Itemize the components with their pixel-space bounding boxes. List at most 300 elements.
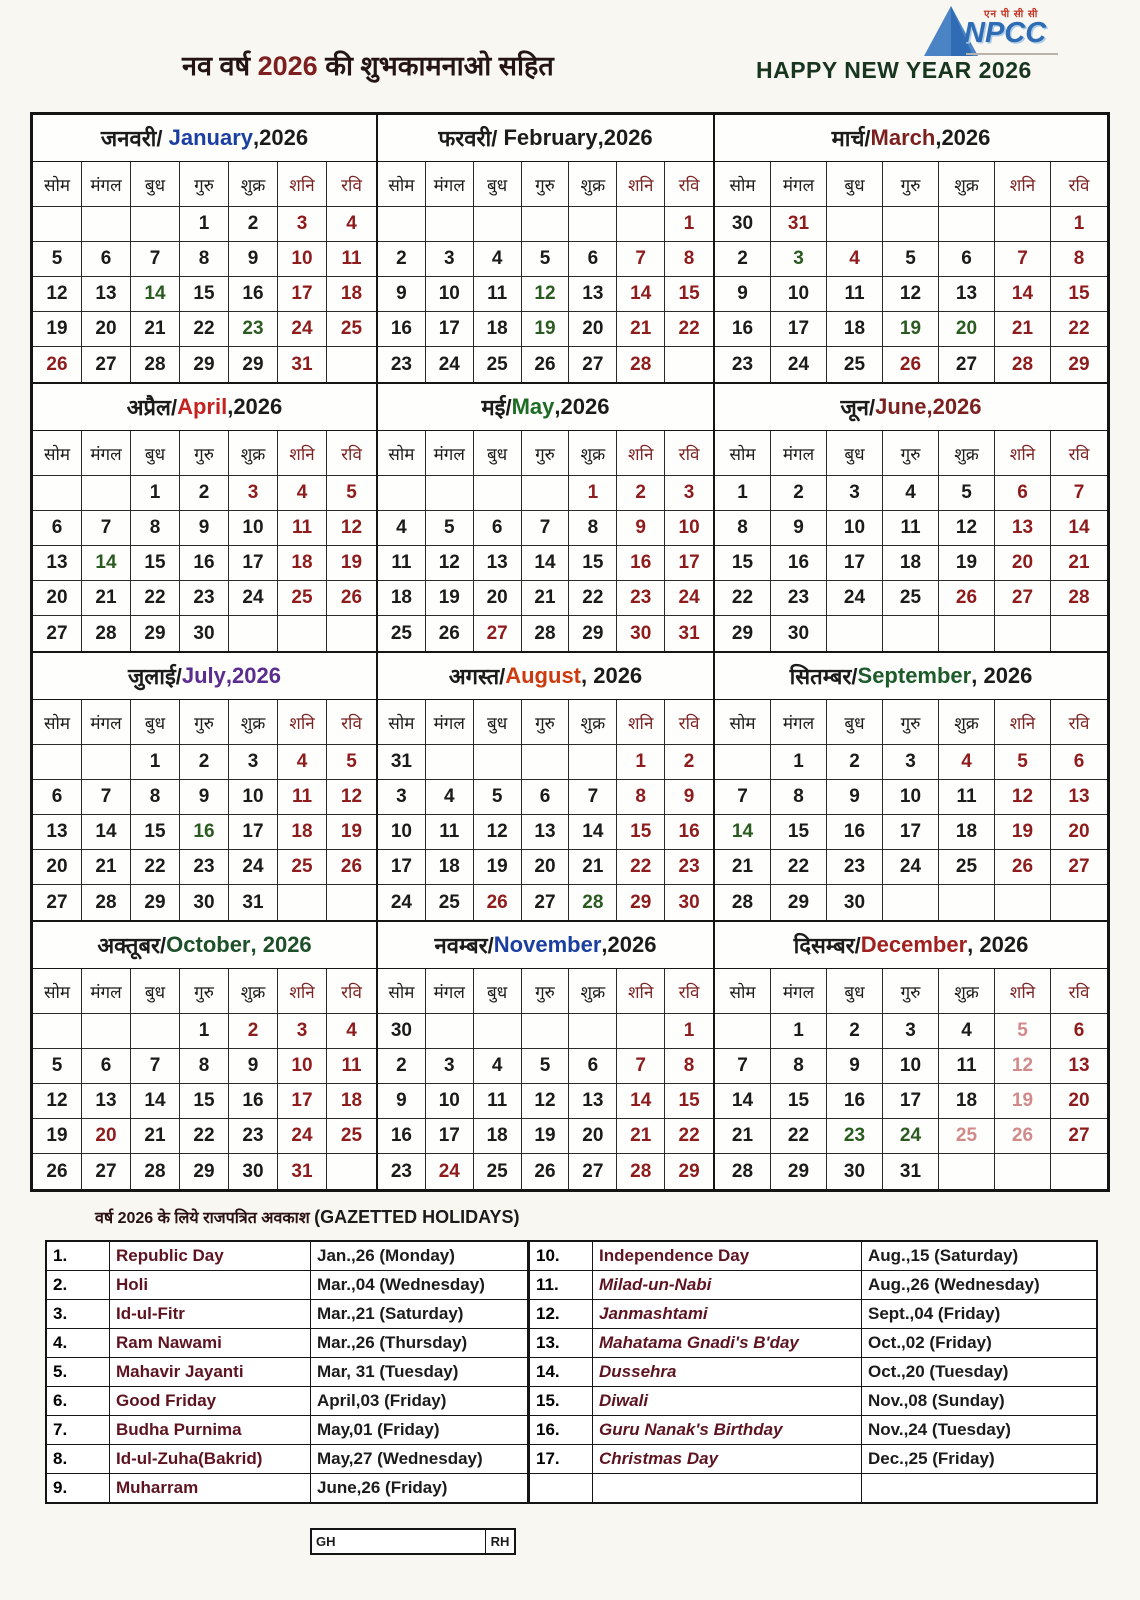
day-cell: 9 [827,1049,883,1084]
day-cell [82,476,131,511]
holiday-date: Mar.,26 (Thursday) [311,1329,529,1358]
day-cell: 3 [426,242,474,277]
day-name-header: गुरु [883,162,939,207]
day-cell [617,207,665,242]
day-cell: 19 [426,581,474,616]
holidays-title-hindi: वर्ष 2026 के लिये राजपत्रित अवकाश [95,1210,315,1227]
logo-tagline-line [966,53,1058,55]
holiday-number: 7. [46,1416,110,1445]
day-cell: 3 [883,745,939,780]
day-cell: 24 [426,347,474,382]
day-name-header: शनि [617,700,665,745]
day-cell: 17 [665,546,713,581]
day-name-header: शुक्र [939,162,995,207]
holiday-number: 3. [46,1300,110,1329]
day-cell: 24 [378,885,426,920]
day-name-header: बुध [131,431,180,476]
day-name-header: गुरु [180,431,229,476]
day-cell: 23 [715,347,771,382]
day-cell: 16 [180,546,229,581]
month-title-en: March [870,125,936,150]
day-cell: 23 [180,581,229,616]
day-name-header: शनि [995,700,1051,745]
month-title-hi: जनवरी/ [100,126,169,151]
day-cell: 12 [327,511,376,546]
holiday-name: Guru Nanak's Birthday [593,1416,862,1445]
day-name-header: मंगल [771,700,827,745]
day-cell: 24 [278,1119,327,1154]
day-cell: 28 [617,347,665,382]
day-cell: 27 [939,347,995,382]
day-cell: 27 [569,1154,617,1189]
day-cell [827,207,883,242]
month-title-suf: , 2026 [967,932,1029,957]
month-title-suf: ,2026 [253,125,309,150]
day-cell: 30 [827,885,883,920]
day-cell: 22 [1051,312,1107,347]
day-cell: 1 [131,745,180,780]
holiday-date: Oct.,02 (Friday) [862,1329,1098,1358]
holiday-number: 6. [46,1387,110,1416]
month-title-hi: दिसम्बर/ [793,933,861,958]
day-name-header: बुध [131,162,180,207]
day-cell: 21 [522,581,570,616]
day-cell: 31 [678,622,700,644]
day-cell: 18 [474,1119,522,1154]
day-cell: 12 [883,277,939,312]
day-cell: 10 [771,277,827,312]
day-cell [569,1014,617,1049]
month-title-en: May [511,394,555,419]
day-cell [426,207,474,242]
day-cell: 6 [1051,1014,1107,1049]
day-cell: 18 [474,312,522,347]
day-cell: 15 [771,815,827,850]
holiday-name: Id-ul-Fitr [110,1300,311,1329]
day-cell: 7 [131,1049,180,1084]
day-cell: 30 [229,1154,278,1189]
holidays-section-title [95,1206,520,1228]
day-cell: 27 [1051,850,1107,885]
day-cell: 2 [180,745,229,780]
day-cell: 11 [474,277,522,312]
month-title [715,922,1107,969]
day-cell: 16 [715,312,771,347]
day-cell: 16 [617,546,665,581]
calendar-grid [30,112,1110,1192]
month-august [377,652,714,921]
day-cell: 29 [771,885,827,920]
day-cell: 10 [426,277,474,312]
month-title-en: October [166,932,251,957]
day-cell: 28 [82,885,131,920]
day-cell: 30 [378,1014,426,1049]
day-cell: 18 [278,546,327,581]
day-cell: 27 [33,616,82,651]
day-cell: 4 [827,242,883,277]
holiday-date: Dec.,25 (Friday) [862,1445,1098,1474]
day-cell: 30 [180,885,229,920]
holidays-table [45,1240,1098,1504]
day-cell: 28 [617,1154,665,1189]
day-cell: 14 [569,815,617,850]
day-cell: 5 [327,745,376,780]
day-cell: 21 [715,1119,771,1154]
month-title-hi: नवम्बर/ [434,933,494,958]
day-cell [327,885,376,920]
day-name-header: सोम [715,431,771,476]
day-cell [939,1154,995,1189]
day-cell: 2 [229,207,278,242]
holiday-name [593,1474,862,1504]
day-name-header: शुक्र [939,700,995,745]
day-cell [378,207,426,242]
day-cell: 12 [995,1049,1051,1084]
day-name-header: सोम [715,700,771,745]
day-cell: 12 [995,780,1051,815]
day-name-header: शनि [617,431,665,476]
day-cell: 14 [82,546,131,581]
day-cell: 13 [33,815,82,850]
day-cell [883,207,939,242]
day-name-header: गुरु [883,969,939,1014]
day-name-header: रवि [327,969,376,1014]
day-cell: 28 [131,1154,180,1189]
day-cell [131,207,180,242]
month-title-en: August [505,663,581,688]
day-cell: 28 [715,1154,771,1189]
day-cell [474,207,522,242]
month-title-hi: फरवरी/ [438,126,504,151]
day-cell: 23 [378,347,426,382]
day-cell: 23 [827,850,883,885]
month-title [715,653,1107,700]
day-cell: 29 [715,616,771,651]
day-name-header: रवि [327,700,376,745]
day-name-header: रवि [1051,969,1107,1014]
day-cell: 30 [715,207,771,242]
day-cell: 1 [771,745,827,780]
day-cell: 27 [474,616,522,651]
day-name-header: बुध [474,431,522,476]
happy-new-year-title: HAPPY NEW YEAR 2026 [756,57,1032,83]
month-title-suf: , 2026 [971,663,1033,688]
day-cell: 5 [939,476,995,511]
day-cell: 20 [82,312,131,347]
day-cell: 7 [522,511,570,546]
day-cell: 21 [995,312,1051,347]
day-cell: 2 [827,1014,883,1049]
day-cell: 5 [33,242,82,277]
holiday-number: 16. [529,1416,593,1445]
day-cell: 1 [180,207,229,242]
day-cell: 3 [665,476,713,511]
day-cell: 6 [33,780,82,815]
day-cell: 9 [827,780,883,815]
day-cell: 9 [771,511,827,546]
day-cell: 10 [229,780,278,815]
day-cell: 28 [715,885,771,920]
day-name-header: शुक्र [229,969,278,1014]
holiday-number: 14. [529,1358,593,1387]
day-cell: 15 [1051,277,1107,312]
day-cell: 23 [180,850,229,885]
day-name-header: रवि [1051,431,1107,476]
day-cell [1051,885,1107,920]
day-cell: 5 [995,745,1051,780]
holiday-date: Nov.,08 (Sunday) [862,1387,1098,1416]
day-cell: 5 [33,1049,82,1084]
day-cell [82,207,131,242]
day-cell: 11 [827,277,883,312]
day-cell: 8 [1051,242,1107,277]
day-cell: 3 [278,207,327,242]
day-cell: 25 [378,616,426,651]
holiday-number: 9. [46,1474,110,1504]
day-cell: 14 [995,277,1051,312]
month-title-hi: जून/ [840,395,876,420]
day-cell: 15 [617,815,665,850]
month-title [378,922,713,969]
holiday-date: Jan.,26 (Monday) [311,1241,529,1271]
day-cell: 26 [995,1119,1051,1154]
day-cell: 10 [378,815,426,850]
day-name-header: रवि [327,431,376,476]
day-name-header: शनि [617,969,665,1014]
day-cell: 4 [883,476,939,511]
month-title-en: February [503,125,598,150]
month-title-en: September [857,663,972,688]
day-cell: 17 [827,546,883,581]
month-title [33,653,376,700]
day-name-header: बुध [131,969,180,1014]
day-cell: 17 [771,312,827,347]
day-cell: 14 [131,1084,180,1119]
day-cell: 9 [617,511,665,546]
day-cell: 26 [939,581,995,616]
day-cell [1051,1154,1107,1189]
day-cell: 24 [229,850,278,885]
day-name-header: शनि [995,162,1051,207]
holiday-name: Budha Purnima [110,1416,311,1445]
day-cell: 17 [229,815,278,850]
day-cell: 15 [771,1084,827,1119]
day-cell: 27 [82,1154,131,1189]
day-cell: 10 [426,1084,474,1119]
month-title-suf: , 2026 [581,663,643,688]
day-name-header: शुक्र [569,700,617,745]
day-cell: 7 [1051,476,1107,511]
holiday-legend [310,1528,516,1555]
day-cell: 21 [82,850,131,885]
day-cell: 14 [715,815,771,850]
day-cell: 24 [883,850,939,885]
holiday-name: Good Friday [110,1387,311,1416]
day-cell: 12 [33,1084,82,1119]
day-cell: 14 [617,277,665,312]
day-name-header: रवि [1051,162,1107,207]
day-cell: 15 [715,546,771,581]
day-cell: 17 [278,277,327,312]
day-cell: 25 [827,347,883,382]
holiday-name: Milad-un-Nabi [593,1271,862,1300]
day-cell [278,616,327,651]
day-cell: 7 [131,242,180,277]
day-cell: 23 [827,1119,883,1154]
month-title-suf: ,2026 [554,394,610,419]
day-cell: 26 [33,1154,82,1189]
holiday-number: 5. [46,1358,110,1387]
day-cell [33,1014,82,1049]
month-title-en: July [181,663,226,688]
day-cell: 2 [827,745,883,780]
day-cell: 18 [327,277,376,312]
day-cell: 9 [180,780,229,815]
day-cell [474,745,522,780]
day-cell: 30 [617,616,665,651]
day-cell: 4 [378,511,426,546]
greeting-hindi-pre: नव वर्ष [182,51,258,81]
day-cell: 13 [82,277,131,312]
holiday-name: Janmashtami [593,1300,862,1329]
day-cell: 11 [883,511,939,546]
holiday-number [529,1474,593,1504]
day-cell: 22 [131,850,180,885]
holiday-date: April,03 (Friday) [311,1387,529,1416]
holiday-date: Mar.,04 (Wednesday) [311,1271,529,1300]
month-title-suf: ,2026 [225,663,281,688]
month-october [32,921,377,1190]
day-cell: 26 [33,347,82,382]
month-june [714,383,1108,652]
day-name-header: सोम [33,162,82,207]
month-title-suf: , 2026 [250,932,312,957]
day-cell [327,1154,376,1189]
day-name-header: शनि [617,162,665,207]
day-cell: 22 [715,581,771,616]
day-cell: 23 [771,581,827,616]
holiday-date: Oct.,20 (Tuesday) [862,1358,1098,1387]
month-title-hi: अक्तूबर/ [97,933,167,958]
greeting-hindi-post: की शुभकामनाओ सहित [317,51,554,81]
day-cell: 12 [522,1084,570,1119]
day-cell: 15 [131,815,180,850]
day-cell: 5 [426,511,474,546]
day-cell: 14 [1051,511,1107,546]
day-cell: 11 [278,511,327,546]
day-cell: 22 [131,581,180,616]
day-cell: 4 [327,207,376,242]
day-name-header: गुरु [180,162,229,207]
day-name-header: रवि [665,431,713,476]
day-cell: 21 [131,1119,180,1154]
day-cell: 9 [229,1049,278,1084]
holiday-date: Sept.,04 (Friday) [862,1300,1098,1329]
day-cell: 25 [327,312,376,347]
day-cell: 20 [939,312,995,347]
holiday-row [46,1271,1097,1300]
day-cell: 3 [278,1014,327,1049]
day-cell: 11 [474,1084,522,1119]
holiday-date: Nov.,24 (Tuesday) [862,1416,1098,1445]
day-cell: 20 [569,312,617,347]
holiday-number: 17. [529,1445,593,1474]
day-cell: 29 [771,1154,827,1189]
day-cell: 25 [939,1119,995,1154]
month-title-hi: अप्रैल/ [126,395,178,420]
holiday-row [46,1300,1097,1329]
day-cell: 10 [883,1049,939,1084]
holiday-row [46,1445,1097,1474]
day-cell: 22 [771,850,827,885]
month-title [378,384,713,431]
day-cell: 1 [569,476,617,511]
month-title-hi: जुलाई/ [128,664,182,689]
day-cell: 9 [665,780,713,815]
day-cell: 18 [378,581,426,616]
day-cell: 13 [522,815,570,850]
day-cell [327,616,376,651]
day-cell: 6 [569,242,617,277]
day-cell: 9 [229,242,278,277]
day-cell: 23 [229,312,278,347]
day-cell: 9 [378,1084,426,1119]
day-cell: 4 [474,1049,522,1084]
day-cell: 6 [569,1049,617,1084]
day-cell: 29 [131,616,180,651]
day-cell: 23 [229,1119,278,1154]
day-cell: 19 [327,546,376,581]
day-cell: 9 [180,511,229,546]
day-cell: 26 [426,616,474,651]
month-title [378,653,713,700]
day-cell: 29 [229,347,278,382]
day-cell: 4 [426,780,474,815]
month-title-en: January [168,125,253,150]
day-cell: 7 [569,780,617,815]
day-cell: 26 [995,850,1051,885]
day-cell: 26 [327,581,376,616]
day-cell: 24 [883,1119,939,1154]
day-name-header: मंगल [771,431,827,476]
day-cell: 4 [278,745,327,780]
day-name-header: मंगल [771,969,827,1014]
day-cell [33,476,82,511]
day-cell: 25 [474,1154,522,1189]
day-cell: 23 [665,850,713,885]
holiday-name: Republic Day [110,1241,311,1271]
day-cell: 13 [1051,1049,1107,1084]
day-cell: 15 [569,546,617,581]
day-cell: 14 [617,1084,665,1119]
day-name-header: मंगल [426,969,474,1014]
day-cell: 11 [327,1049,376,1084]
day-cell [883,616,939,651]
day-cell: 8 [617,780,665,815]
holiday-date: Aug.,15 (Saturday) [862,1241,1098,1271]
day-cell: 24 [229,581,278,616]
day-cell: 10 [278,1049,327,1084]
day-cell [378,476,426,511]
day-cell: 15 [665,1084,713,1119]
day-cell: 8 [180,1049,229,1084]
day-cell: 29 [180,1154,229,1189]
logo-text: NPCC [964,17,1047,49]
day-cell: 4 [474,242,522,277]
day-cell: 12 [426,546,474,581]
day-cell: 13 [1051,780,1107,815]
day-cell: 13 [569,1084,617,1119]
